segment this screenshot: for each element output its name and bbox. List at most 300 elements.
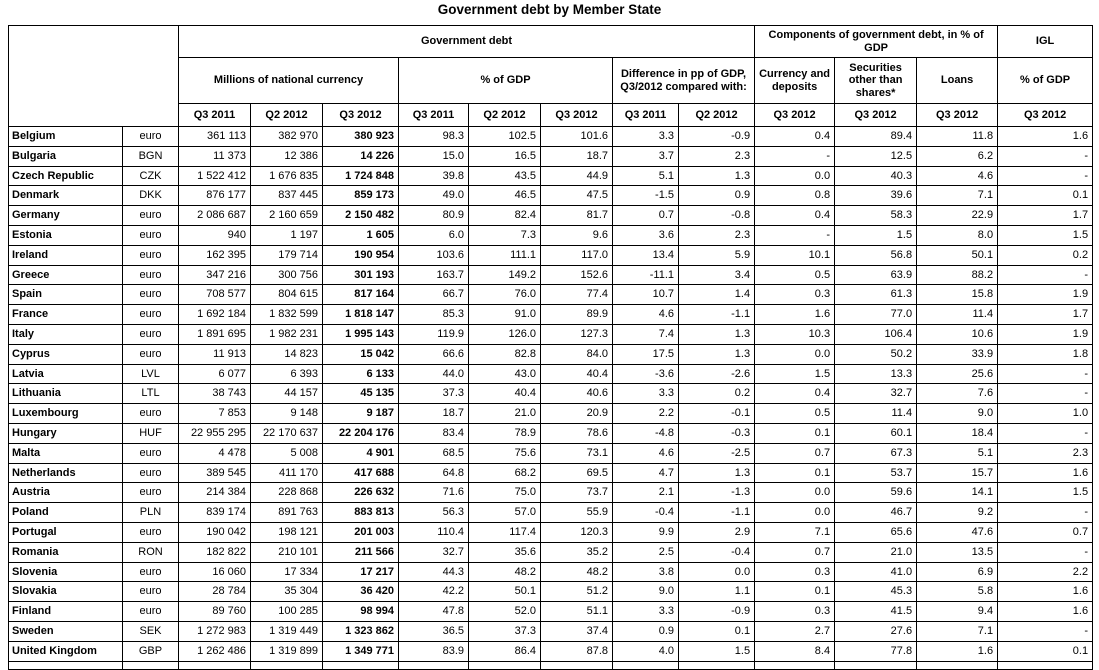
value-cell: -	[755, 225, 835, 245]
table-row	[9, 127, 1093, 147]
value-cell: 5 008	[251, 443, 323, 463]
currency-cell: euro	[123, 522, 179, 542]
country-cell: Hungary	[9, 423, 123, 443]
currency-cell: euro	[123, 404, 179, 424]
clipped-cell	[9, 661, 123, 669]
country-cell: Malta	[9, 443, 123, 463]
value-cell: 382 970	[251, 127, 323, 147]
value-cell: 12.5	[835, 146, 917, 166]
value-cell: 91.0	[469, 305, 541, 325]
table-row	[9, 166, 1093, 186]
value-cell: 46.5	[469, 186, 541, 206]
value-cell: 8.0	[917, 225, 998, 245]
value-cell: 40.4	[469, 384, 541, 404]
value-cell: 56.3	[399, 503, 469, 523]
value-cell: 4.6	[613, 443, 679, 463]
value-cell: 1.5	[998, 483, 1093, 503]
value-cell: 4.6	[917, 166, 998, 186]
value-cell: 98 994	[323, 602, 399, 622]
value-cell: 42.2	[399, 582, 469, 602]
value-cell: 37.3	[469, 621, 541, 641]
value-cell: 211 566	[323, 542, 399, 562]
value-cell: 1 323 862	[323, 621, 399, 641]
value-cell: 0.1	[679, 621, 755, 641]
value-cell: 13.5	[917, 542, 998, 562]
clipped-cell	[679, 661, 755, 669]
value-cell: 226 632	[323, 483, 399, 503]
quarter-column-header: Q3 2011	[179, 104, 251, 127]
value-cell: -	[998, 384, 1093, 404]
value-cell: 28 784	[179, 582, 251, 602]
value-cell: 66.6	[399, 344, 469, 364]
value-cell: 0.0	[755, 166, 835, 186]
value-cell: 68.5	[399, 443, 469, 463]
value-cell: 66.7	[399, 285, 469, 305]
value-cell: 41.0	[835, 562, 917, 582]
value-cell: 50.2	[835, 344, 917, 364]
value-cell: 89.4	[835, 127, 917, 147]
value-cell: 5.8	[917, 582, 998, 602]
value-cell: 82.8	[469, 344, 541, 364]
value-cell: 53.7	[835, 463, 917, 483]
value-cell: 85.3	[399, 305, 469, 325]
country-cell: Cyprus	[9, 344, 123, 364]
quarter-column-header: Q3 2012	[541, 104, 613, 127]
value-cell: 120.3	[541, 522, 613, 542]
value-cell: 201 003	[323, 522, 399, 542]
value-cell: 837 445	[251, 186, 323, 206]
value-cell: 27.6	[835, 621, 917, 641]
country-cell: Greece	[9, 265, 123, 285]
currency-cell: euro	[123, 483, 179, 503]
value-cell: 36 420	[323, 582, 399, 602]
currency-cell: GBP	[123, 641, 179, 661]
quarter-column-header: Q2 2012	[679, 104, 755, 127]
value-cell: 4.0	[613, 641, 679, 661]
value-cell: 11 913	[179, 344, 251, 364]
value-cell: 77.0	[835, 305, 917, 325]
currency-cell: HUF	[123, 423, 179, 443]
value-cell: 0.7	[755, 443, 835, 463]
value-cell: 9.9	[613, 522, 679, 542]
value-cell: 61.3	[835, 285, 917, 305]
country-cell: Slovenia	[9, 562, 123, 582]
value-cell: 65.6	[835, 522, 917, 542]
value-cell: 411 170	[251, 463, 323, 483]
value-cell: 7.1	[917, 621, 998, 641]
value-cell: 839 174	[179, 503, 251, 523]
value-cell: 301 193	[323, 265, 399, 285]
value-cell: 0.4	[755, 206, 835, 226]
value-cell: 4.7	[613, 463, 679, 483]
value-cell: 49.0	[399, 186, 469, 206]
value-cell: 9.0	[917, 404, 998, 424]
value-cell: 48.2	[541, 562, 613, 582]
value-cell: -1.5	[613, 186, 679, 206]
country-cell: Estonia	[9, 225, 123, 245]
value-cell: 35.6	[469, 542, 541, 562]
value-cell: 3.4	[679, 265, 755, 285]
value-cell: 84.0	[541, 344, 613, 364]
table-body	[9, 127, 1093, 670]
corner-blank-cell	[9, 26, 179, 127]
value-cell: 210 101	[251, 542, 323, 562]
value-cell: 77.4	[541, 285, 613, 305]
subheader-igl-pct-gdp: % of GDP	[998, 58, 1093, 104]
table-row	[9, 602, 1093, 622]
value-cell: 17.5	[613, 344, 679, 364]
currency-cell: LVL	[123, 364, 179, 384]
value-cell: 190 042	[179, 522, 251, 542]
value-cell: 16 060	[179, 562, 251, 582]
table-row	[9, 364, 1093, 384]
value-cell: 1.5	[998, 225, 1093, 245]
value-cell: 77.8	[835, 641, 917, 661]
value-cell: 1.3	[679, 324, 755, 344]
value-cell: 117.4	[469, 522, 541, 542]
value-cell: 7.3	[469, 225, 541, 245]
country-cell: Italy	[9, 324, 123, 344]
value-cell: 89.9	[541, 305, 613, 325]
value-cell: 1.3	[679, 463, 755, 483]
value-cell: 46.7	[835, 503, 917, 523]
value-cell: 111.1	[469, 245, 541, 265]
value-cell: 1.3	[679, 344, 755, 364]
value-cell: 1.4	[679, 285, 755, 305]
value-cell: 9.2	[917, 503, 998, 523]
value-cell: 1.8	[998, 344, 1093, 364]
value-cell: 1.7	[998, 305, 1093, 325]
value-cell: 214 384	[179, 483, 251, 503]
value-cell: 56.8	[835, 245, 917, 265]
value-cell: 43.5	[469, 166, 541, 186]
clipped-cell	[399, 661, 469, 669]
value-cell: 32.7	[399, 542, 469, 562]
value-cell: 0.1	[755, 423, 835, 443]
value-cell: 64.8	[399, 463, 469, 483]
value-cell: 33.9	[917, 344, 998, 364]
value-cell: -0.9	[679, 602, 755, 622]
quarter-column-header: Q3 2012	[755, 104, 835, 127]
value-cell: 1.6	[998, 463, 1093, 483]
subheader-pct-gdp: % of GDP	[399, 58, 613, 104]
value-cell: 44.3	[399, 562, 469, 582]
value-cell: 40.4	[541, 364, 613, 384]
value-cell: 17 217	[323, 562, 399, 582]
table-row	[9, 305, 1093, 325]
value-cell: 1.5	[755, 364, 835, 384]
clipped-cell	[755, 661, 835, 669]
currency-cell: LTL	[123, 384, 179, 404]
value-cell: -	[998, 364, 1093, 384]
value-cell: 11 373	[179, 146, 251, 166]
value-cell: 48.2	[469, 562, 541, 582]
value-cell: 75.6	[469, 443, 541, 463]
value-cell: 1 197	[251, 225, 323, 245]
subheader-millions: Millions of national currency	[179, 58, 399, 104]
value-cell: 1 349 771	[323, 641, 399, 661]
value-cell: 52.0	[469, 602, 541, 622]
value-cell: 6 133	[323, 364, 399, 384]
country-cell: Netherlands	[9, 463, 123, 483]
group-header-igl: IGL	[998, 26, 1093, 58]
value-cell: 15.8	[917, 285, 998, 305]
value-cell: 58.3	[835, 206, 917, 226]
value-cell: 2 086 687	[179, 206, 251, 226]
value-cell: 380 923	[323, 127, 399, 147]
value-cell: 1.9	[998, 285, 1093, 305]
value-cell: 5.1	[613, 166, 679, 186]
value-cell: 1.6	[917, 641, 998, 661]
value-cell: 45.3	[835, 582, 917, 602]
value-cell: 4 901	[323, 443, 399, 463]
value-cell: 0.5	[755, 265, 835, 285]
value-cell: 57.0	[469, 503, 541, 523]
country-cell: Poland	[9, 503, 123, 523]
value-cell: 2.7	[755, 621, 835, 641]
value-cell: 51.2	[541, 582, 613, 602]
value-cell: 3.3	[613, 127, 679, 147]
value-cell: 45 135	[323, 384, 399, 404]
table-row	[9, 443, 1093, 463]
value-cell: 39.8	[399, 166, 469, 186]
value-cell: 1 692 184	[179, 305, 251, 325]
value-cell: 1.6	[755, 305, 835, 325]
value-cell: 15.0	[399, 146, 469, 166]
value-cell: 15 042	[323, 344, 399, 364]
clipped-cell	[179, 661, 251, 669]
value-cell: 102.5	[469, 127, 541, 147]
page-title: Government debt by Member State	[437, 2, 662, 17]
value-cell: 817 164	[323, 285, 399, 305]
value-cell: 152.6	[541, 265, 613, 285]
value-cell: 1 995 143	[323, 324, 399, 344]
value-cell: 1 262 486	[179, 641, 251, 661]
table-row	[9, 542, 1093, 562]
value-cell: 2.3	[998, 443, 1093, 463]
currency-cell: euro	[123, 582, 179, 602]
value-cell: 2.1	[613, 483, 679, 503]
value-cell: -1.1	[679, 503, 755, 523]
value-cell: 0.5	[755, 404, 835, 424]
value-cell: -	[998, 621, 1093, 641]
value-cell: 2 160 659	[251, 206, 323, 226]
value-cell: 1 724 848	[323, 166, 399, 186]
value-cell: 1.5	[835, 225, 917, 245]
value-cell: 25.6	[917, 364, 998, 384]
value-cell: 0.0	[755, 503, 835, 523]
value-cell: 71.6	[399, 483, 469, 503]
table-row	[9, 404, 1093, 424]
value-cell: -0.9	[679, 127, 755, 147]
country-cell: Portugal	[9, 522, 123, 542]
currency-cell: euro	[123, 324, 179, 344]
government-debt-table	[8, 25, 1093, 670]
currency-cell: euro	[123, 285, 179, 305]
quarter-column-header: Q3 2012	[998, 104, 1093, 127]
clipped-cell	[613, 661, 679, 669]
value-cell: 47.6	[917, 522, 998, 542]
clipped-cell	[251, 661, 323, 669]
clipped-cell	[917, 661, 998, 669]
value-cell: 47.8	[399, 602, 469, 622]
quarter-column-header: Q3 2011	[399, 104, 469, 127]
currency-cell: euro	[123, 245, 179, 265]
value-cell: 10.3	[755, 324, 835, 344]
value-cell: 106.4	[835, 324, 917, 344]
clipped-cell	[835, 661, 917, 669]
value-cell: 1.1	[679, 582, 755, 602]
value-cell: 78.6	[541, 423, 613, 443]
clipped-row	[9, 661, 1093, 669]
country-cell: Czech Republic	[9, 166, 123, 186]
value-cell: 228 868	[251, 483, 323, 503]
value-cell: 103.6	[399, 245, 469, 265]
value-cell: 1 272 983	[179, 621, 251, 641]
value-cell: 73.7	[541, 483, 613, 503]
table-row	[9, 186, 1093, 206]
value-cell: 21.0	[835, 542, 917, 562]
value-cell: 35.2	[541, 542, 613, 562]
value-cell: -0.3	[679, 423, 755, 443]
value-cell: -1.3	[679, 483, 755, 503]
value-cell: 5.9	[679, 245, 755, 265]
value-cell: 0.1	[755, 463, 835, 483]
value-cell: 1 891 695	[179, 324, 251, 344]
value-cell: 127.3	[541, 324, 613, 344]
value-cell: 38 743	[179, 384, 251, 404]
value-cell: 347 216	[179, 265, 251, 285]
quarter-column-header: Q3 2012	[323, 104, 399, 127]
currency-cell: euro	[123, 443, 179, 463]
value-cell: 89 760	[179, 602, 251, 622]
value-cell: 3.8	[613, 562, 679, 582]
value-cell: 1.6	[998, 127, 1093, 147]
value-cell: 163.7	[399, 265, 469, 285]
value-cell: 22.9	[917, 206, 998, 226]
value-cell: 0.0	[679, 562, 755, 582]
country-cell: Luxembourg	[9, 404, 123, 424]
value-cell: -	[998, 542, 1093, 562]
value-cell: 100 285	[251, 602, 323, 622]
currency-cell: euro	[123, 344, 179, 364]
value-cell: 9 148	[251, 404, 323, 424]
value-cell: -0.8	[679, 206, 755, 226]
value-cell: 67.3	[835, 443, 917, 463]
table-row	[9, 225, 1093, 245]
value-cell: 7.1	[755, 522, 835, 542]
value-cell: 47.5	[541, 186, 613, 206]
value-cell: 0.9	[679, 186, 755, 206]
value-cell: -0.4	[613, 503, 679, 523]
table-row	[9, 245, 1093, 265]
value-cell: 35 304	[251, 582, 323, 602]
value-cell: 149.2	[469, 265, 541, 285]
value-cell: 59.6	[835, 483, 917, 503]
value-cell: 0.7	[613, 206, 679, 226]
value-cell: 708 577	[179, 285, 251, 305]
value-cell: 9 187	[323, 404, 399, 424]
currency-cell: euro	[123, 562, 179, 582]
value-cell: 51.1	[541, 602, 613, 622]
value-cell: 68.2	[469, 463, 541, 483]
value-cell: 55.9	[541, 503, 613, 523]
table-row	[9, 641, 1093, 661]
country-cell: Denmark	[9, 186, 123, 206]
value-cell: 0.0	[755, 344, 835, 364]
value-cell: 804 615	[251, 285, 323, 305]
table-row	[9, 384, 1093, 404]
subheader-loans: Loans	[917, 58, 998, 104]
value-cell: 179 714	[251, 245, 323, 265]
value-cell: 44.9	[541, 166, 613, 186]
currency-cell: CZK	[123, 166, 179, 186]
value-cell: 1 982 231	[251, 324, 323, 344]
value-cell: 9.4	[917, 602, 998, 622]
value-cell: 0.2	[679, 384, 755, 404]
value-cell: 9.6	[541, 225, 613, 245]
value-cell: 1.3	[679, 166, 755, 186]
value-cell: 2.9	[679, 522, 755, 542]
value-cell: 69.5	[541, 463, 613, 483]
table-row	[9, 206, 1093, 226]
country-cell: Sweden	[9, 621, 123, 641]
value-cell: 10.6	[917, 324, 998, 344]
currency-cell: SEK	[123, 621, 179, 641]
country-cell: United Kingdom	[9, 641, 123, 661]
value-cell: -2.5	[679, 443, 755, 463]
value-cell: 44 157	[251, 384, 323, 404]
value-cell: 417 688	[323, 463, 399, 483]
group-header-components: Components of government debt, in % of GDP	[755, 26, 998, 58]
table-row	[9, 423, 1093, 443]
value-cell: 76.0	[469, 285, 541, 305]
value-cell: 6.0	[399, 225, 469, 245]
value-cell: 1 832 599	[251, 305, 323, 325]
value-cell: 891 763	[251, 503, 323, 523]
value-cell: 11.4	[917, 305, 998, 325]
value-cell: 4.6	[613, 305, 679, 325]
quarter-column-header: Q3 2012	[917, 104, 998, 127]
value-cell: 1 605	[323, 225, 399, 245]
value-cell: 2.2	[613, 404, 679, 424]
value-cell: 73.1	[541, 443, 613, 463]
table-row	[9, 463, 1093, 483]
value-cell: -0.1	[679, 404, 755, 424]
value-cell: 1 522 412	[179, 166, 251, 186]
value-cell: -	[998, 265, 1093, 285]
value-cell: 0.9	[613, 621, 679, 641]
table-row	[9, 562, 1093, 582]
country-cell: Belgium	[9, 127, 123, 147]
value-cell: 18.4	[917, 423, 998, 443]
value-cell: -	[998, 166, 1093, 186]
value-cell: 83.9	[399, 641, 469, 661]
quarter-column-header: Q2 2012	[469, 104, 541, 127]
value-cell: 1.7	[998, 206, 1093, 226]
country-cell: Austria	[9, 483, 123, 503]
value-cell: 182 822	[179, 542, 251, 562]
value-cell: 36.5	[399, 621, 469, 641]
value-cell: 0.3	[755, 602, 835, 622]
value-cell: 198 121	[251, 522, 323, 542]
value-cell: 0.0	[755, 483, 835, 503]
value-cell: 1 818 147	[323, 305, 399, 325]
currency-cell: euro	[123, 127, 179, 147]
table-row	[9, 483, 1093, 503]
value-cell: 15.7	[917, 463, 998, 483]
value-cell: 2.3	[679, 146, 755, 166]
